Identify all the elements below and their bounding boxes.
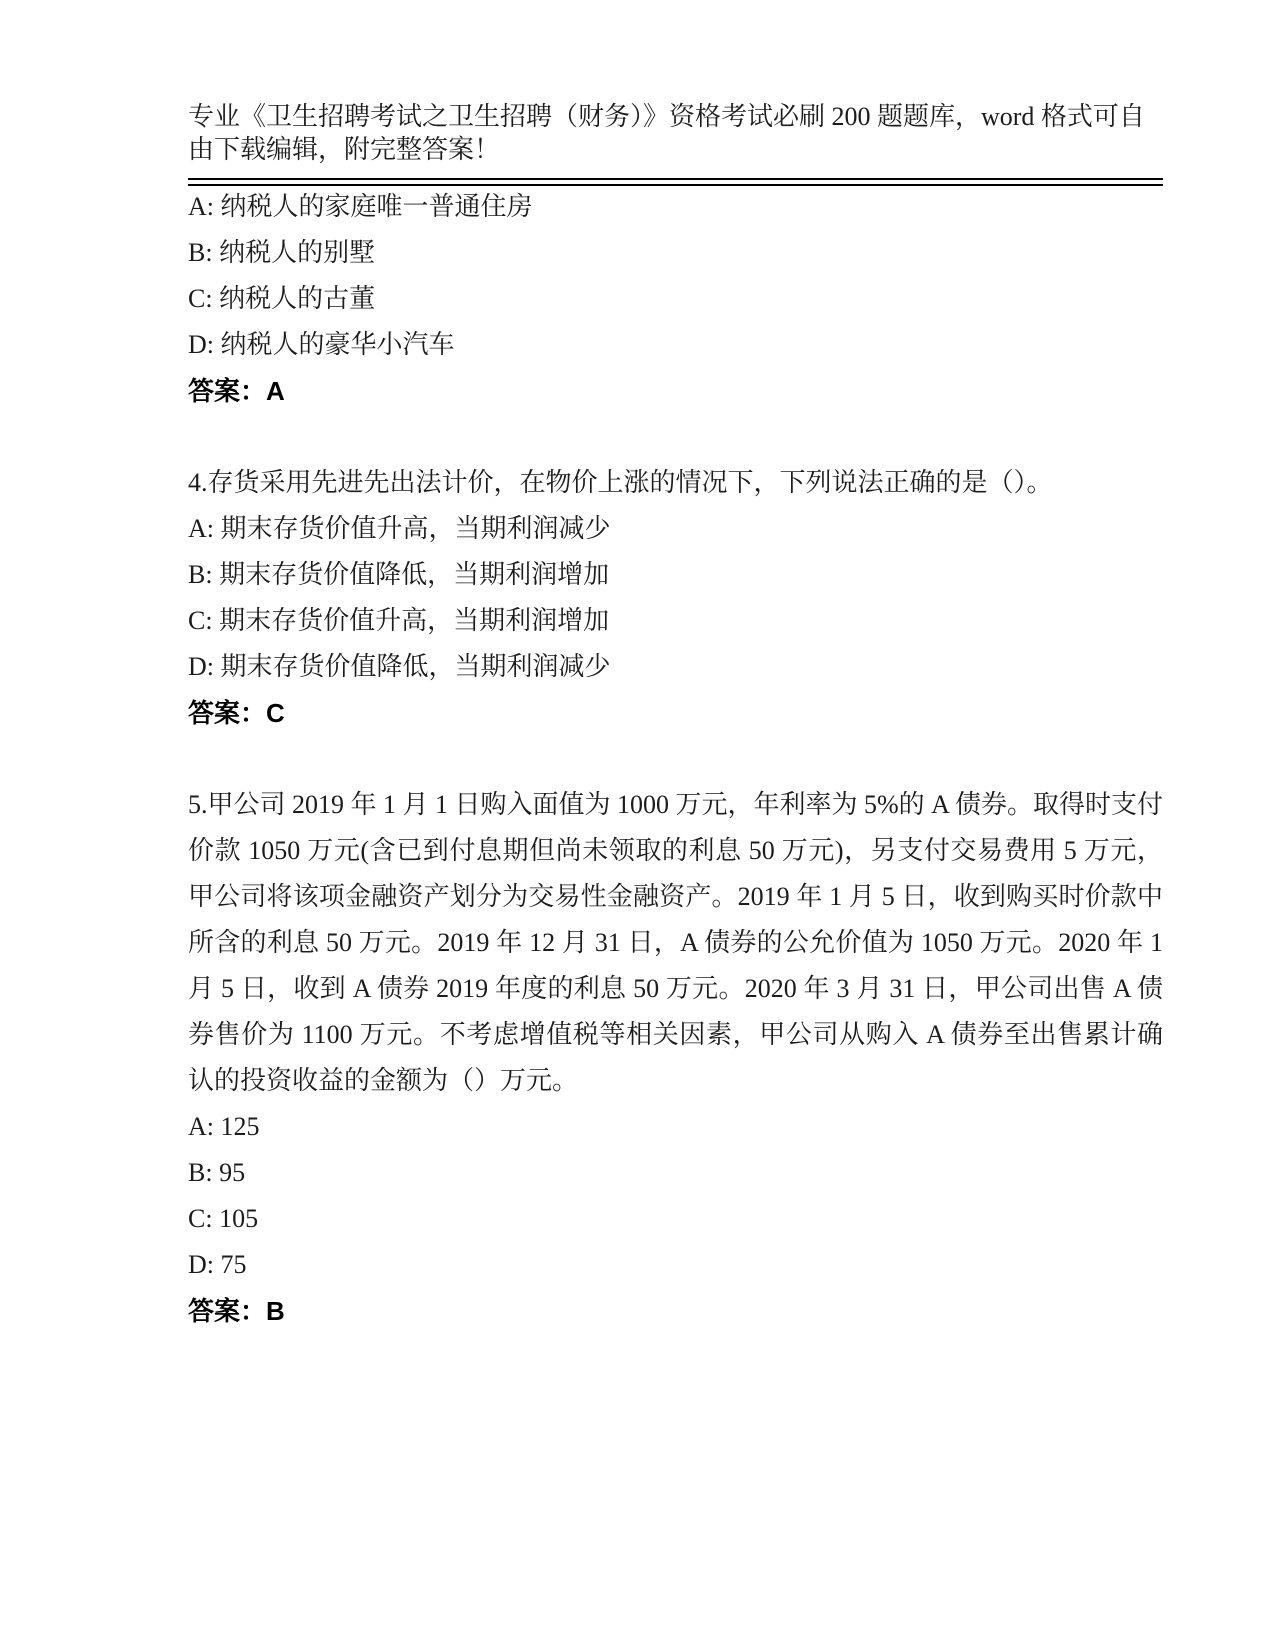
q5-option-d: D: 75 <box>188 1250 247 1279</box>
q5-option-a: A: 125 <box>188 1112 260 1141</box>
q3-option-a: A: 纳税人的家庭唯一普通住房 <box>188 192 533 221</box>
q4-stem: 4.存货采用先进先出法计价，在物价上涨的情况下，下列说法正确的是（）。 <box>188 468 1053 497</box>
question-3-options-block <box>188 184 1163 414</box>
q5-answer: 答案：B <box>188 1296 285 1326</box>
q4-option-a: A: 期末存货价值升高，当期利润减少 <box>188 514 611 543</box>
q4-option-b: B: 期末存货价值降低，当期利润增加 <box>188 560 610 589</box>
q4-option-c: C: 期末存货价值升高，当期利润增加 <box>188 606 610 635</box>
q4-option-d: D: 期末存货价值降低，当期利润减少 <box>188 652 611 681</box>
q3-option-c: C: 纳税人的古董 <box>188 284 376 313</box>
doc-header <box>188 74 1148 192</box>
q5-stem: 5.甲公司 2019 年 1 月 1 日购入面值为 1000 万元，年利率为 5%的 A 债券。取得时支付价款 1050 万元(含已到付息期但尚未领取的利息 50 万元)，另支付交易费用 5 万元，甲公司将该项金融资产划分为交易性金融资产。2019 年 1 月 5 日，收到购买时价款中所含的利息 50 万元。2019 年 12 月 31 日，A 债券的公允价值为 1050 万元。2020 年 1 月 5 日，收到 A 债券 2019 年度的利息 50 万元。2020 年 3 月 31 日，甲公司出售 A 债券售价为 1100 万元。不考虑增值税等相关因素，甲公司从购入 A 债券至出售累计确认的投资收益的金额为（）万元。 <box>188 790 1164 1095</box>
q4-answer: 答案：C <box>188 698 285 728</box>
question-4-block <box>188 460 1163 736</box>
q3-answer: 答案：A <box>188 376 285 406</box>
q5-option-c: C: 105 <box>188 1204 259 1233</box>
question-5-block <box>188 782 1163 1334</box>
doc-body <box>188 184 1163 1380</box>
header-title-text: 专业《卫生招聘考试之卫生招聘（财务）》资格考试必刷 200 题题库，word 格式可自由下载编辑，附完整答案！ <box>188 102 1145 164</box>
q3-option-d: D: 纳税人的豪华小汽车 <box>188 330 455 359</box>
q5-option-b: B: 95 <box>188 1158 246 1187</box>
q3-option-b: B: 纳税人的别墅 <box>188 238 376 267</box>
